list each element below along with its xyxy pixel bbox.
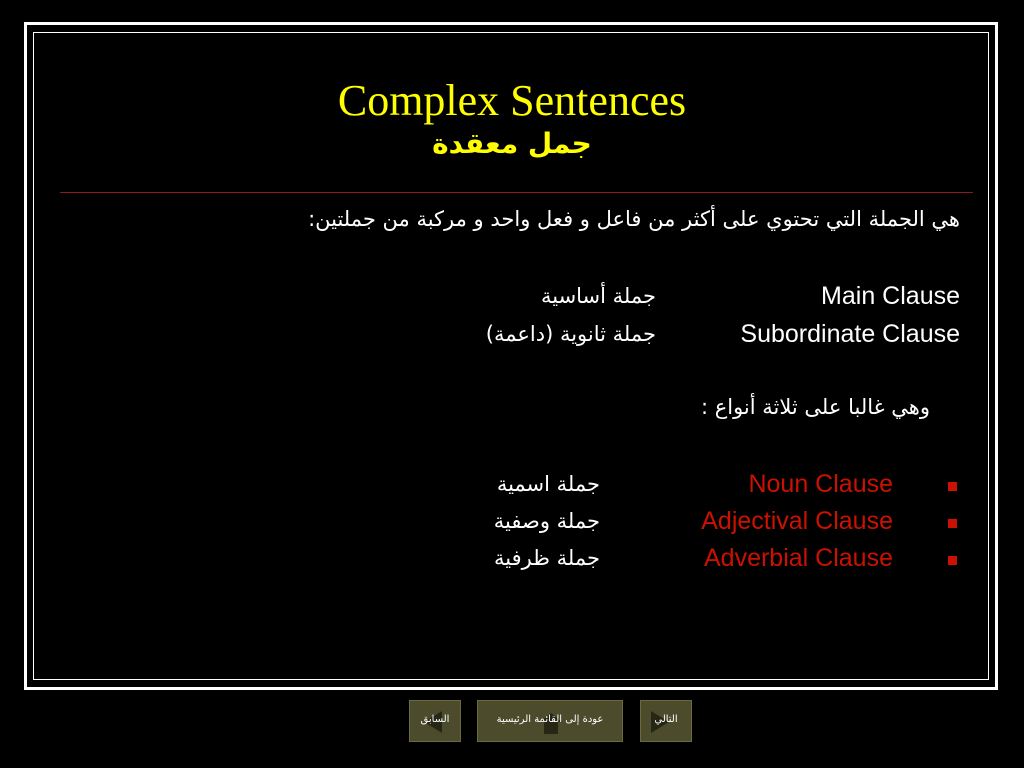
slide-title: Complex Sentences <box>337 76 687 125</box>
home-menu-button[interactable] <box>477 700 623 742</box>
subordinate-clause-en: Subordinate Clause <box>740 320 960 348</box>
adverbial-clause-ar: جملة ظرفية <box>494 546 600 570</box>
main-clause-ar: جملة أساسية <box>540 284 656 308</box>
previous-button-label: السابق <box>420 714 450 725</box>
adverbial-clause-en: Adverbial Clause <box>704 544 893 572</box>
previous-button[interactable] <box>409 700 461 742</box>
next-button-label: التالي <box>654 714 678 725</box>
bullet-icon <box>948 482 957 491</box>
adjectival-clause-en: Adjectival Clause <box>701 507 893 535</box>
noun-clause-ar: جملة اسمية <box>496 472 600 496</box>
slide-title-arabic: جمل معقدة <box>432 127 592 160</box>
bullet-icon <box>948 519 957 528</box>
title-divider <box>60 192 973 193</box>
next-button[interactable] <box>640 700 692 742</box>
intro-text: هي الجملة التي تحتوي على أكثر من فاعل و فعل واحد و مركبة من جملتين: <box>308 207 960 231</box>
bullet-icon <box>948 556 957 565</box>
home-menu-button-label: عودة إلى القائمة الرئيسية <box>496 714 604 725</box>
adjectival-clause-ar: جملة وصفية <box>493 509 600 533</box>
main-clause-en: Main Clause <box>821 282 960 310</box>
subordinate-clause-ar: جملة ثانوية (داعمة) <box>485 322 656 346</box>
noun-clause-en: Noun Clause <box>748 470 893 498</box>
types-intro: وهي غالبا على ثلاثة أنواع : <box>700 395 930 419</box>
